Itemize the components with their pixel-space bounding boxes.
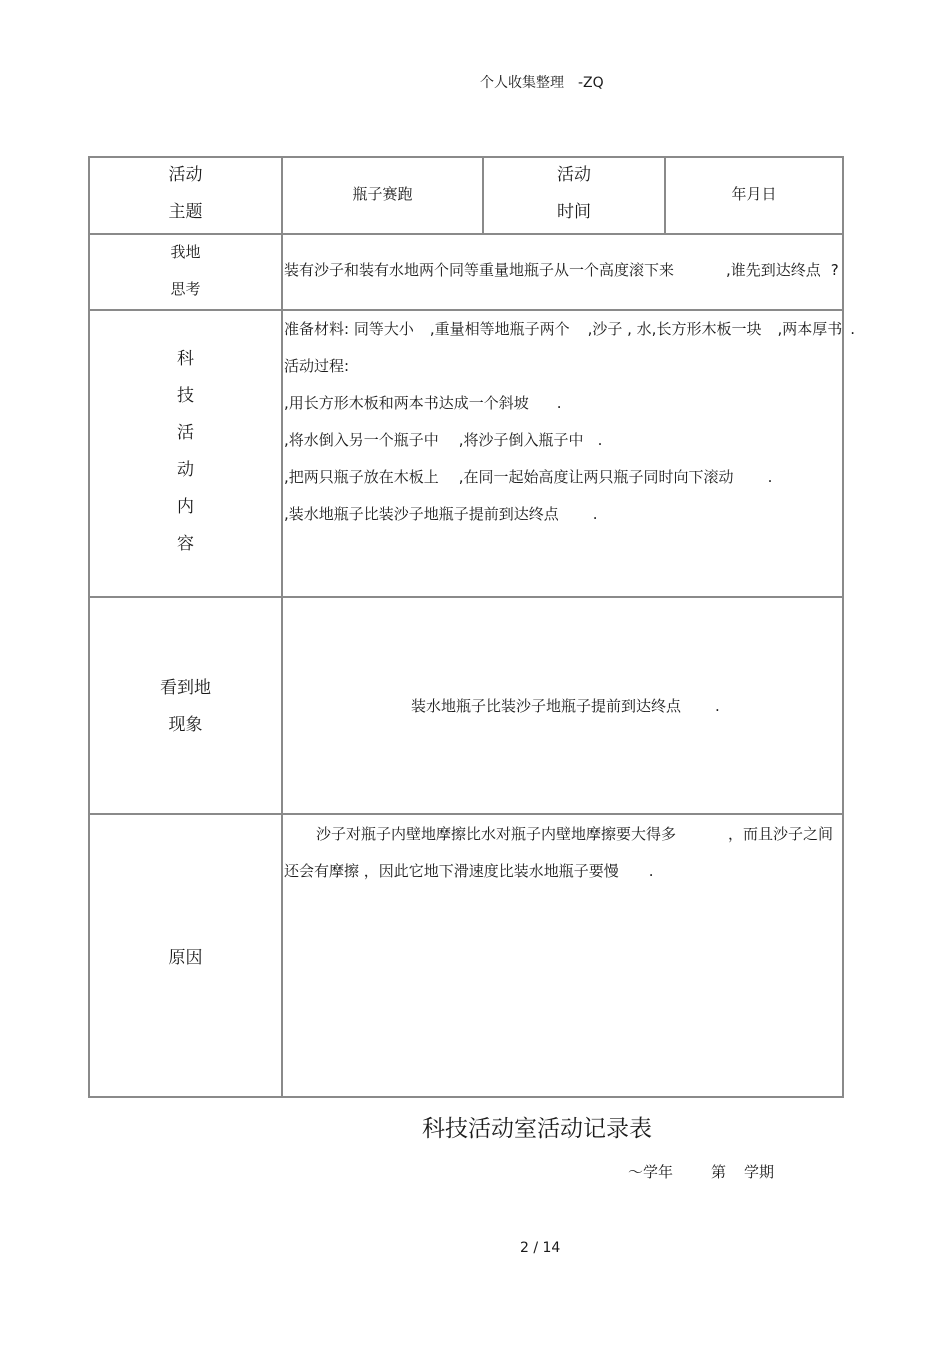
time-label: 活动 时间 (557, 165, 591, 222)
reason-line-2: 还会有摩擦 ，因此它地下滑速度比装水地瓶子要慢 . (284, 862, 654, 880)
reason-label: 原因 (168, 948, 203, 968)
reason-line-1: 沙子对瓶子内壁地摩擦比水对瓶子内壁地摩擦要大得多 ，而且沙子之间 (316, 825, 834, 843)
materials-line: 准备材料: 同等大小 ,重量相等地瓶子两个 ,沙子 , 水,长方形木板一块 ,两本厚书 . (284, 320, 856, 338)
topic-label: 活动 主题 (168, 165, 203, 222)
form-title: 科技活动室活动记录表 (422, 1116, 652, 1142)
step-4: ,装水地瓶子比装沙子地瓶子提前到达终点 . (284, 505, 598, 523)
time-value: 年月日 (731, 185, 777, 203)
topic-value: 瓶子赛跑 (352, 185, 413, 203)
thinking-value: 装有沙子和装有水地两个同等重量地瓶子从一个高度滚下来 ,谁先到达终点 ? (284, 261, 839, 279)
collector-tag: -ZQ (578, 75, 604, 91)
semester-line: ～学年 第 学期 (628, 1163, 775, 1181)
step-3: ,把两只瓶子放在木板上 ,在同一起始高度让两只瓶子同时向下滚动 . (284, 468, 773, 486)
phenomenon-value: 装水地瓶子比装沙子地瓶子提前到达终点 . (411, 697, 720, 715)
phenomenon-label: 看到地 现象 (160, 678, 211, 735)
step-1: ,用长方形木板和两本书达成一个斜坡 . (284, 394, 562, 412)
collector-text: 个人收集整理 (480, 75, 564, 91)
step-2: ,将水倒入另一个瓶子中 ,将沙子倒入瓶子中 . (284, 431, 603, 449)
process-title: 活动过程: (284, 357, 350, 375)
content-label: 科 技 活 动 内 容 (177, 349, 194, 554)
header-note (480, 72, 604, 92)
page-number: 2 / 14 (520, 1240, 561, 1256)
thinking-label: 我地 思考 (170, 243, 201, 298)
